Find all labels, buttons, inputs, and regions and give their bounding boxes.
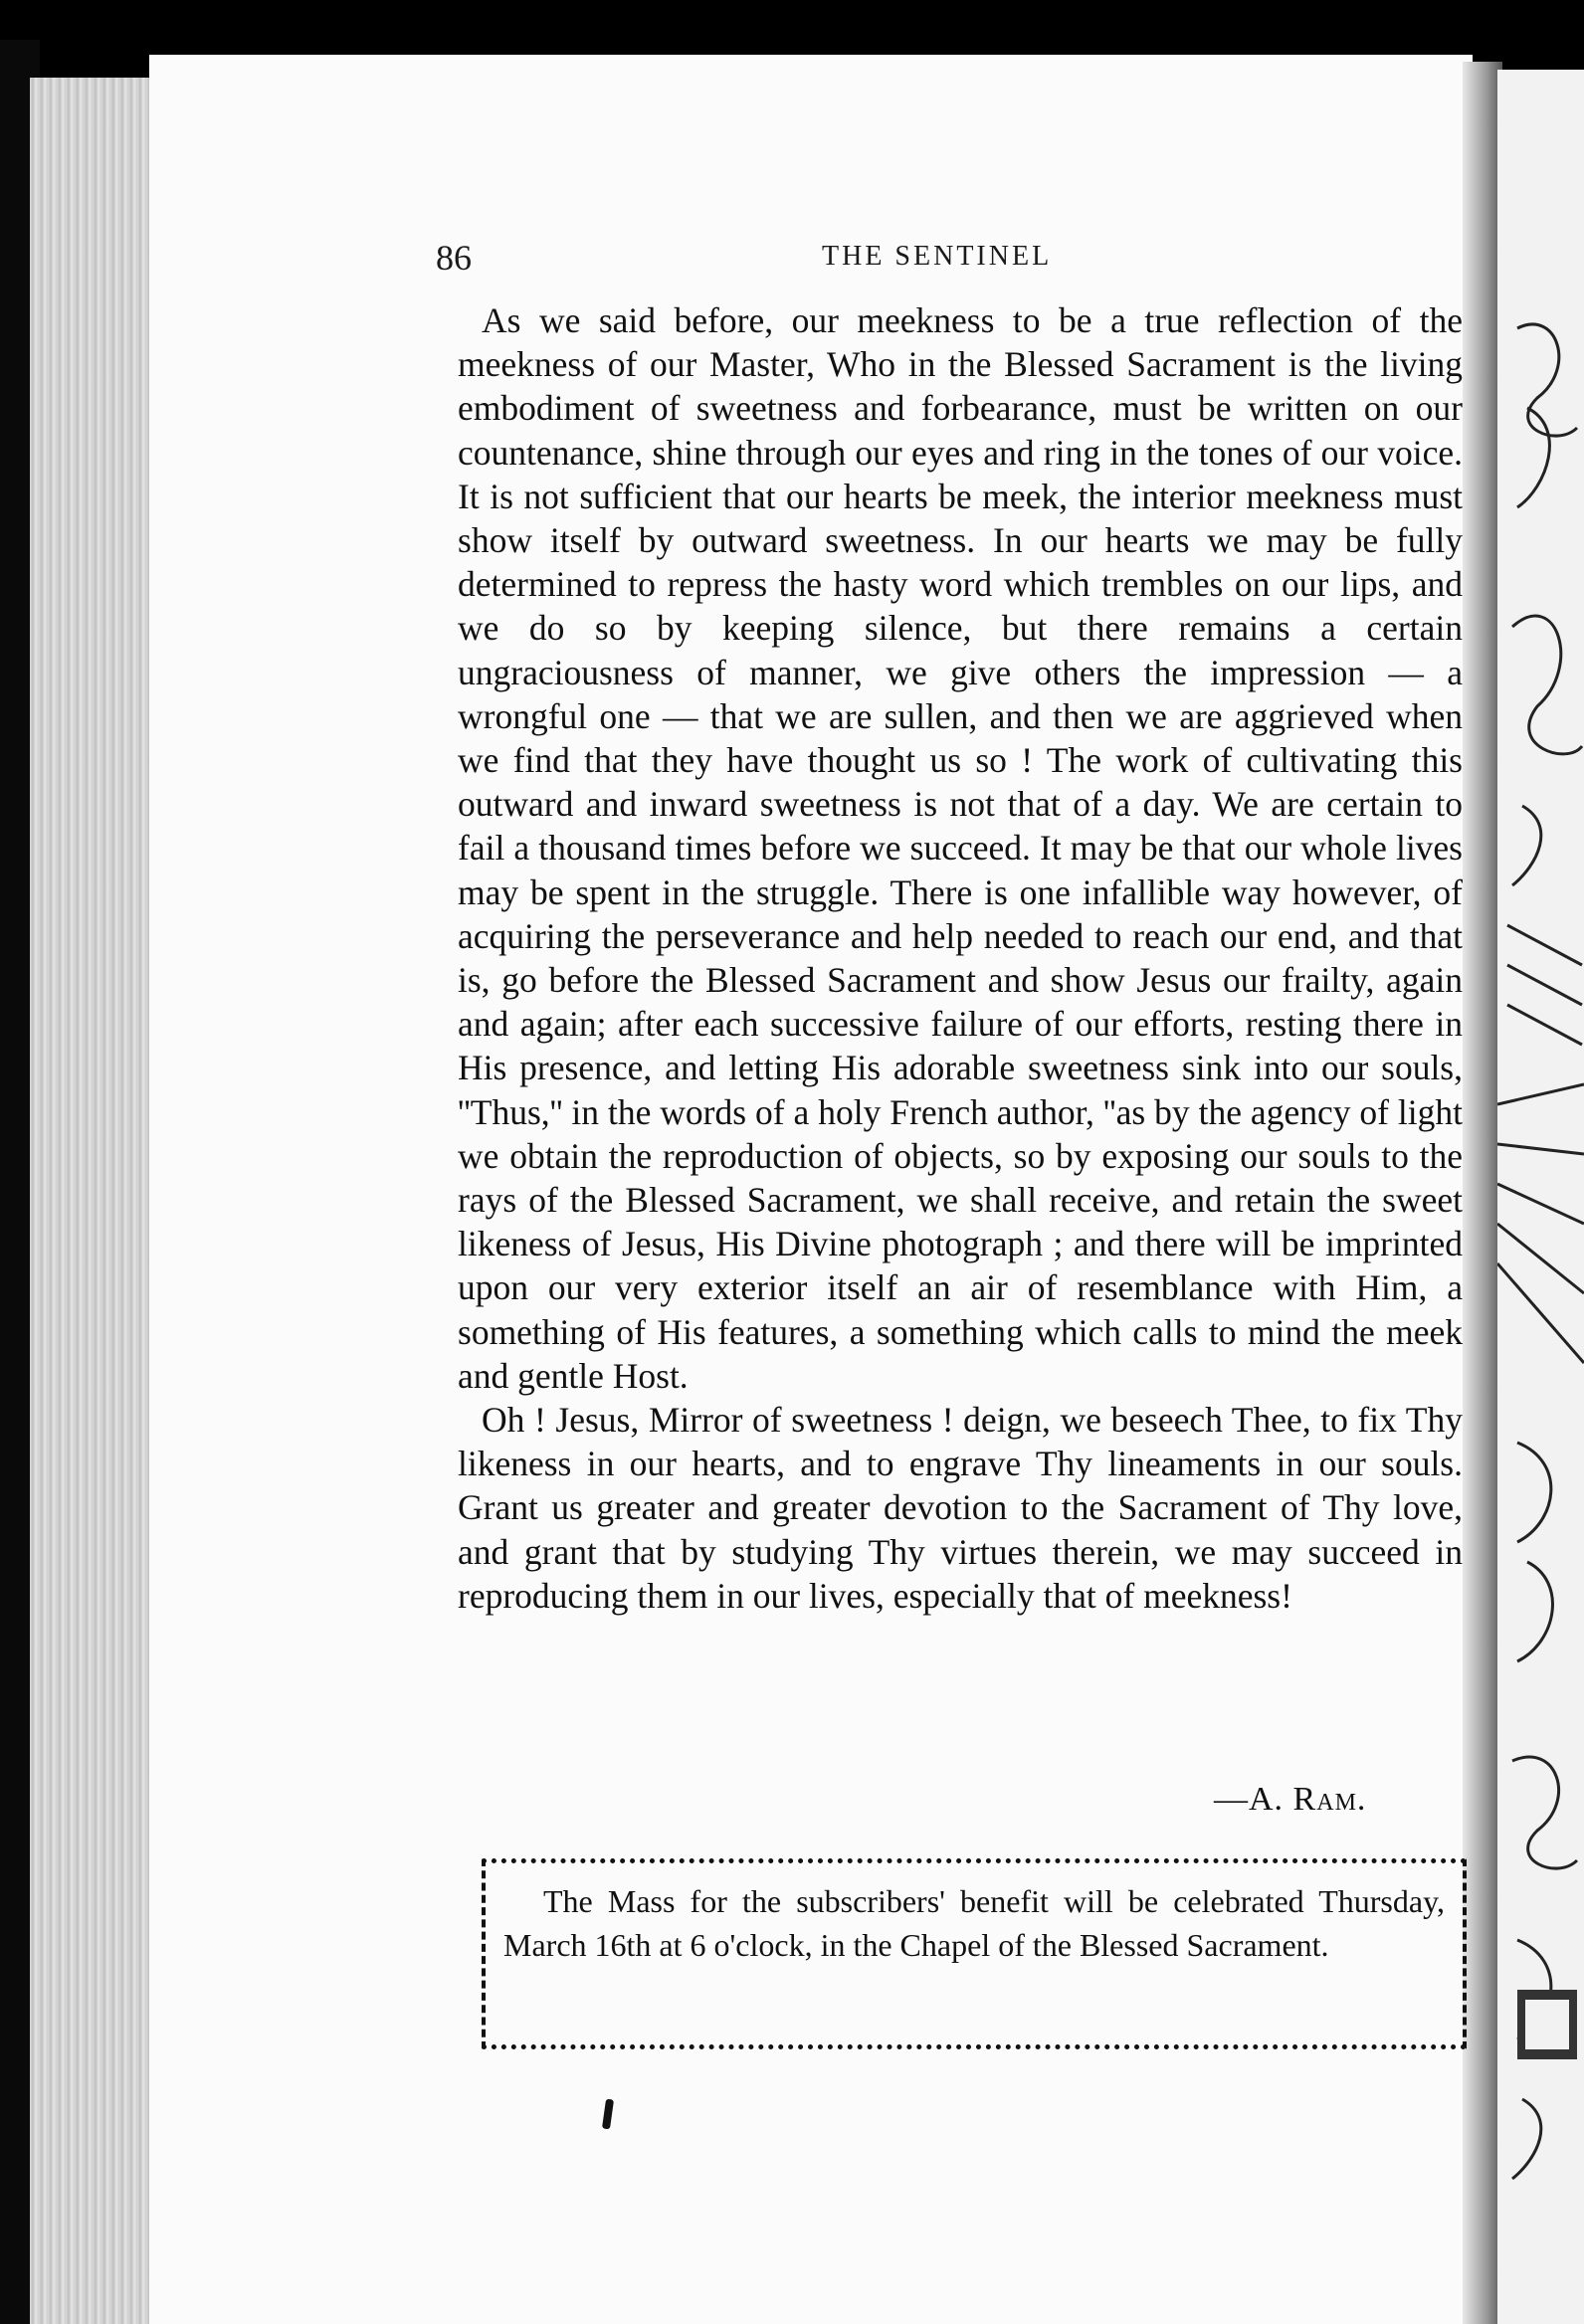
book-gutter [1463,62,1502,2324]
facing-page-ornament [1497,70,1584,2324]
journal-title: THE SENTINEL [822,241,1053,272]
author-signature: —A. Ram. [1214,1781,1367,1818]
running-head [436,237,1461,277]
paragraph: Oh ! Jesus, Mirror of sweetness ! deign, we beseech Thee, to fix Thy likeness in our hearts, and to engrave Thy lineaments in our souls. Grant us greater and greater devotion to the Sacrament of Thy love, and grant that by studying Thy virtues therein, we may succeed in reproducing them in our lives, especially that of meekness! [458,1400,1463,1616]
ornament-border [1497,70,1584,2324]
page-number: 86 [436,238,472,278]
scan-background [0,0,1584,62]
paragraph: As we said before, our meekness to be a true reflection of the meekness of our Master, Who in the Blessed Sacrament is the living embodiment of sweetness and forbearance, must be written on our countenance, shine through our eyes and ring in the tones of our voice. It is not sufficient that our hearts be meek, the interior meekness must show itself by outward sweetness. In our hearts we may be fully determined to repress the hasty word which trembles on our lips, and we do so by keeping silence, but there remains a certain ungraciousness of manner, we give others the impression — a wrongful one — that we are sullen, and then we are aggrieved when we find that they have thought us so ! The work of cultivating this outward and inward sweetness is not that of a day. We are certain to fail a thousand times before we succeed. It may be that our whole lives may be spent in the struggle. There is one infallible way however, of acquiring the perseverance and help needed to reach our end, and that is, go before the Blessed Sacrament and show Jesus our frailty, again and again; after each successive failure of our efforts, resting there in His presence, and letting His adorable sweetness sink into our souls, ''Thus,'' in the words of a holy French author, ''as by the agency of light we obtain the reproduction of objects, so by exposing our souls to the rays of the Blessed Sacrament, we shall receive, and retain the sweet likeness of Jesus, His Divine photograph ; and there will be imprinted upon our very exterior itself an air of resemblance with Him, a something of His features, a something which calls to mind the meek and gentle Host. [458,300,1463,1396]
notice-box [482,1858,1467,2049]
notice-text: The Mass for the subscribers' benefit will be celebrated Thursday, March 16th at 6 o'clock, in the Chapel of the Blessed Sacrament. [503,1883,1445,1963]
article-body [458,298,1463,1618]
